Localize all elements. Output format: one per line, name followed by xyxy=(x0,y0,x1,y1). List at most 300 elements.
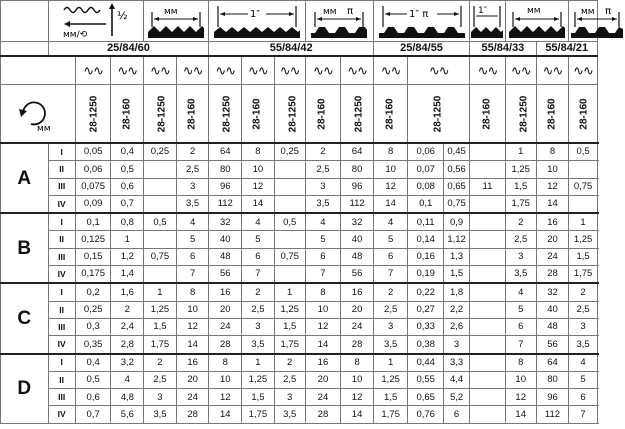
row-roman-numeral: III xyxy=(48,318,75,335)
value-cell: 1,25 xyxy=(274,301,305,318)
value-cell: 5 xyxy=(176,231,209,248)
module-thread-icon-cell-2 xyxy=(569,1,612,42)
row-roman-numeral: II xyxy=(48,161,75,178)
value-cell: 1,5 xyxy=(144,318,177,335)
value-cell xyxy=(470,283,506,301)
value-cell xyxy=(470,195,506,213)
value-cell xyxy=(470,161,506,178)
value-cell: 1,75 xyxy=(274,336,305,354)
value-cell: 6 xyxy=(444,406,470,423)
value-cell: 12 xyxy=(209,389,242,406)
value-cell: 5 xyxy=(373,231,407,248)
value-cell: 0,5 xyxy=(75,371,111,388)
value-cell xyxy=(470,389,506,406)
empty-corner-3 xyxy=(1,56,76,85)
row-roman-numeral: IV xyxy=(48,266,75,284)
value-cell: 1,25 xyxy=(242,371,275,388)
thread-wave-icon: ∿∿ xyxy=(373,56,407,85)
value-cell: 10 xyxy=(341,371,374,388)
value-cell: 24 xyxy=(536,248,569,265)
value-cell xyxy=(274,161,305,178)
thread-wave-icon: ∿∿ xyxy=(242,56,275,85)
value-cell: 1,5 xyxy=(373,389,407,406)
row-roman-numeral: I xyxy=(48,283,75,301)
value-cell: 4 xyxy=(176,213,209,231)
value-cell: 0,1 xyxy=(408,195,444,213)
value-cell xyxy=(470,318,506,335)
thread-wave-icon: ∿∿ xyxy=(111,56,144,85)
feed-wave-icon xyxy=(60,2,132,40)
value-cell: 2,5 xyxy=(144,371,177,388)
value-cell: 0,3 xyxy=(75,318,111,335)
value-cell xyxy=(470,213,506,231)
value-cell: 3 xyxy=(505,248,536,265)
value-cell: 1,25 xyxy=(505,161,536,178)
pi-label-2: π xyxy=(605,6,612,17)
value-cell: 0,75 xyxy=(274,248,305,265)
value-cell: 96 xyxy=(536,389,569,406)
value-cell xyxy=(470,336,506,354)
empty-corner xyxy=(1,1,49,42)
value-cell: 4 xyxy=(111,371,144,388)
value-cell: 14 xyxy=(505,406,536,423)
table-row xyxy=(1,143,598,161)
value-cell: 48 xyxy=(341,248,374,265)
row-roman-numeral: III xyxy=(48,248,75,265)
value-cell: 7 xyxy=(176,266,209,284)
range-label: 28-160 xyxy=(546,97,558,130)
value-cell: 3 xyxy=(242,318,275,335)
value-cell: 1,6 xyxy=(111,283,144,301)
value-cell: 0,14 xyxy=(408,231,444,248)
thread-wave-icon: ∿∿ xyxy=(75,56,111,85)
value-cell: 1 xyxy=(144,283,177,301)
table-row xyxy=(1,231,598,248)
range-label: 28-1250 xyxy=(88,95,100,132)
value-cell: 20 xyxy=(176,371,209,388)
feed-unit-label: мм/⟲ xyxy=(62,30,87,40)
module-pitch-icon-2 xyxy=(569,2,625,40)
value-cell: 0,65 xyxy=(408,389,444,406)
value-cell: 0,5 xyxy=(111,161,144,178)
thread-wave-icon: ∿∿ xyxy=(408,56,470,85)
metric-thread-icon-cell-2 xyxy=(505,1,569,42)
value-cell: 3,3 xyxy=(444,354,470,372)
value-cell: 6 xyxy=(242,248,275,265)
value-cell: 8 xyxy=(536,143,569,161)
value-cell: 7 xyxy=(242,266,275,284)
value-cell: 14 xyxy=(209,406,242,423)
table-row xyxy=(1,178,598,195)
value-cell: 1,5 xyxy=(569,248,598,265)
value-cell xyxy=(144,161,177,178)
value-cell: 4,8 xyxy=(111,389,144,406)
range-cell xyxy=(144,85,177,144)
value-cell: 1 xyxy=(373,354,407,372)
range-cell xyxy=(470,85,506,144)
value-cell: 12 xyxy=(176,318,209,335)
value-cell: 2,4 xyxy=(111,318,144,335)
mm-label-2: мм xyxy=(527,6,541,16)
value-cell: 2 xyxy=(144,354,177,372)
value-cell: 80 xyxy=(209,161,242,178)
range-label: 28-1250 xyxy=(353,95,365,132)
value-cell: 14 xyxy=(176,336,209,354)
value-cell: 24 xyxy=(209,318,242,335)
value-cell xyxy=(274,178,305,195)
group-letter: D xyxy=(1,354,49,424)
diametral-thread-icon-cell xyxy=(373,1,469,42)
value-cell xyxy=(470,248,506,265)
value-cell: 2,5 xyxy=(373,301,407,318)
value-cell: 1,25 xyxy=(144,301,177,318)
value-cell: 3 xyxy=(274,389,305,406)
value-cell: 1,25 xyxy=(373,371,407,388)
table-row xyxy=(1,318,598,335)
value-cell: 2,2 xyxy=(444,301,470,318)
thread-symbol-row xyxy=(1,56,598,85)
inch-small-label: 1″ xyxy=(478,6,488,16)
value-cell: 0,76 xyxy=(408,406,444,423)
value-cell xyxy=(274,195,305,213)
row-roman-numeral: I xyxy=(48,354,75,372)
value-cell xyxy=(470,371,506,388)
range-label: 28-1250 xyxy=(221,95,233,132)
value-cell xyxy=(470,143,506,161)
value-cell: 5 xyxy=(305,231,341,248)
metric-pitch-icon-2 xyxy=(507,2,567,40)
value-cell: 1,75 xyxy=(242,406,275,423)
value-cell: 14 xyxy=(341,406,374,423)
value-cell: 2,5 xyxy=(274,371,305,388)
value-cell: 0,06 xyxy=(408,143,444,161)
value-cell: 0,65 xyxy=(444,178,470,195)
range-cell xyxy=(569,85,598,144)
value-cell: 6 xyxy=(373,248,407,265)
value-cell: 1 xyxy=(242,354,275,372)
value-cell: 1,3 xyxy=(444,248,470,265)
table-row xyxy=(1,406,598,423)
row-roman-numeral: I xyxy=(48,213,75,231)
row-roman-numeral: II xyxy=(48,301,75,318)
value-cell: 3 xyxy=(444,336,470,354)
value-cell xyxy=(274,266,305,284)
value-cell: 6 xyxy=(176,248,209,265)
value-cell: 3,5 xyxy=(274,406,305,423)
table-row xyxy=(1,354,598,372)
row-roman-numeral: I xyxy=(48,143,75,161)
value-cell: 0,6 xyxy=(75,389,111,406)
value-cell: 12 xyxy=(373,178,407,195)
value-cell: 12 xyxy=(305,318,341,335)
table-row xyxy=(1,301,598,318)
value-cell: 2,6 xyxy=(444,318,470,335)
tpi-thread-icon-cell xyxy=(470,1,506,42)
half-mark: ½ xyxy=(116,9,128,22)
value-cell: 1,75 xyxy=(569,266,598,284)
value-cell: 1,8 xyxy=(444,283,470,301)
row-roman-numeral: II xyxy=(48,371,75,388)
value-cell: 8 xyxy=(242,143,275,161)
rotation-cell xyxy=(1,85,76,144)
thread-wave-icon: ∿∿ xyxy=(144,56,177,85)
value-cell: 14 xyxy=(242,195,275,213)
value-cell: 0,33 xyxy=(408,318,444,335)
value-cell: 1,5 xyxy=(505,178,536,195)
range-cell xyxy=(209,85,242,144)
value-cell: 3,5 xyxy=(305,195,341,213)
table-row xyxy=(1,283,598,301)
value-cell: 10 xyxy=(536,161,569,178)
thread-wave-icon: ∿∿ xyxy=(569,56,598,85)
value-cell: 0,25 xyxy=(75,301,111,318)
rotation-unit: мм xyxy=(36,123,51,134)
value-cell: 0,35 xyxy=(75,336,111,354)
value-cell: 56 xyxy=(341,266,374,284)
value-cell xyxy=(470,354,506,372)
range-cell xyxy=(408,85,470,144)
value-cell: 2,5 xyxy=(305,161,341,178)
value-cell: 2 xyxy=(176,143,209,161)
value-cell: 14 xyxy=(373,195,407,213)
value-cell: 32 xyxy=(209,213,242,231)
value-cell: 0,07 xyxy=(408,161,444,178)
value-cell: 64 xyxy=(341,143,374,161)
metric-thread-icon-cell xyxy=(144,1,209,42)
value-cell: 4,4 xyxy=(444,371,470,388)
value-cell: 16 xyxy=(209,283,242,301)
section-header: 55/84/33 xyxy=(470,42,537,57)
value-cell: 4 xyxy=(505,283,536,301)
value-cell: 1,5 xyxy=(444,266,470,284)
value-cell: 3 xyxy=(305,178,341,195)
value-cell: 0,075 xyxy=(75,178,111,195)
value-cell: 8 xyxy=(505,354,536,372)
value-cell: 0,7 xyxy=(75,406,111,423)
value-cell: 8 xyxy=(209,354,242,372)
range-cell xyxy=(505,85,536,144)
value-cell: 0,75 xyxy=(144,248,177,265)
thread-wave-icon: ∿∿ xyxy=(341,56,374,85)
value-cell: 8 xyxy=(176,283,209,301)
value-cell: 4 xyxy=(305,213,341,231)
value-cell: 56 xyxy=(209,266,242,284)
value-cell: 12 xyxy=(536,178,569,195)
value-cell: 0,55 xyxy=(408,371,444,388)
value-cell xyxy=(470,266,506,284)
value-cell: 1,2 xyxy=(111,248,144,265)
range-label: 28-160 xyxy=(316,97,328,130)
value-cell: 10 xyxy=(209,371,242,388)
value-cell xyxy=(470,301,506,318)
value-cell: 10 xyxy=(305,301,341,318)
range-label: 28-1250 xyxy=(518,95,530,132)
table-row xyxy=(1,248,598,265)
value-cell: 1,5 xyxy=(274,318,305,335)
value-cell: 28 xyxy=(341,336,374,354)
value-cell: 10 xyxy=(505,371,536,388)
table-row xyxy=(1,161,598,178)
inch-thread-icon-cell xyxy=(209,1,305,42)
range-label: 28-160 xyxy=(481,97,493,130)
thread-wave-icon: ∿∿ xyxy=(274,56,305,85)
range-cell xyxy=(176,85,209,144)
value-cell: 2,5 xyxy=(505,231,536,248)
thread-wave-icon: ∿∿ xyxy=(209,56,242,85)
value-cell: 2 xyxy=(373,283,407,301)
value-cell: 4 xyxy=(373,213,407,231)
value-cell: 0,06 xyxy=(75,161,111,178)
value-cell: 64 xyxy=(209,143,242,161)
thread-wave-icon: ∿∿ xyxy=(536,56,569,85)
value-cell: 56 xyxy=(536,336,569,354)
section-header-row xyxy=(1,42,598,57)
value-cell: 4 xyxy=(569,354,598,372)
value-cell: 3 xyxy=(373,318,407,335)
value-cell: 20 xyxy=(536,231,569,248)
empty-corner-2 xyxy=(1,42,49,57)
value-cell: 1 xyxy=(111,231,144,248)
value-cell xyxy=(274,231,305,248)
module-pitch-icon xyxy=(309,2,369,40)
diametral-pitch-icon xyxy=(377,2,467,40)
value-cell: 0,16 xyxy=(408,248,444,265)
data-body xyxy=(1,143,598,423)
row-roman-numeral: IV xyxy=(48,336,75,354)
value-cell: 10 xyxy=(176,301,209,318)
value-cell xyxy=(144,266,177,284)
value-cell: 32 xyxy=(341,213,374,231)
value-cell: 4 xyxy=(242,213,275,231)
value-cell: 16 xyxy=(341,283,374,301)
table-row xyxy=(1,213,598,231)
value-cell: 48 xyxy=(536,318,569,335)
value-cell: 12 xyxy=(341,389,374,406)
table-row xyxy=(1,266,598,284)
range-cell xyxy=(274,85,305,144)
value-cell: 24 xyxy=(176,389,209,406)
value-cell: 10 xyxy=(373,161,407,178)
range-label: 28-160 xyxy=(251,97,263,130)
mm-pi-label-2: мм xyxy=(581,7,595,17)
value-cell: 3 xyxy=(569,318,598,335)
value-cell: 64 xyxy=(536,354,569,372)
value-cell: 3,5 xyxy=(176,195,209,213)
pi-label: π xyxy=(347,6,354,17)
value-cell: 0,5 xyxy=(274,213,305,231)
value-cell: 3,5 xyxy=(373,336,407,354)
value-cell: 0,125 xyxy=(75,231,111,248)
value-cell: 3,5 xyxy=(144,406,177,423)
table-row xyxy=(1,389,598,406)
value-cell: 0,22 xyxy=(408,283,444,301)
value-cell: 1 xyxy=(505,143,536,161)
section-header: 55/84/42 xyxy=(209,42,373,57)
thread-wave-icon: ∿∿ xyxy=(505,56,536,85)
value-cell: 7 xyxy=(373,266,407,284)
value-cell: 0,175 xyxy=(75,266,111,284)
value-cell xyxy=(144,178,177,195)
range-label: 28-160 xyxy=(384,97,396,130)
value-cell: 112 xyxy=(341,195,374,213)
value-cell: 0,38 xyxy=(408,336,444,354)
value-cell: 28 xyxy=(209,336,242,354)
value-cell xyxy=(569,195,598,213)
value-cell: 5 xyxy=(505,301,536,318)
value-cell: 3,5 xyxy=(242,336,275,354)
value-cell: 0,75 xyxy=(444,195,470,213)
value-cell: 1,25 xyxy=(569,231,598,248)
value-cell xyxy=(470,406,506,423)
value-cell: 6 xyxy=(305,248,341,265)
value-cell: 2,5 xyxy=(569,301,598,318)
value-cell: 5,6 xyxy=(111,406,144,423)
value-cell: 3 xyxy=(176,178,209,195)
value-cell: 5,2 xyxy=(444,389,470,406)
range-cell xyxy=(305,85,341,144)
value-cell: 80 xyxy=(536,371,569,388)
value-cell: 0,56 xyxy=(444,161,470,178)
range-cell xyxy=(75,85,111,144)
row-roman-numeral: II xyxy=(48,231,75,248)
value-cell: 5 xyxy=(569,371,598,388)
value-cell: 1 xyxy=(274,283,305,301)
feed-direction-cell xyxy=(48,1,144,42)
module-thread-icon-cell xyxy=(305,1,373,42)
value-cell: 7 xyxy=(505,336,536,354)
value-cell: 0,45 xyxy=(444,143,470,161)
value-cell: 2 xyxy=(242,283,275,301)
inch-pitch-icon xyxy=(212,2,302,40)
value-cell: 0,05 xyxy=(75,143,111,161)
value-cell: 16 xyxy=(176,354,209,372)
value-cell: 2 xyxy=(274,354,305,372)
value-cell: 0,7 xyxy=(111,195,144,213)
value-cell: 40 xyxy=(536,301,569,318)
range-label: 28-1250 xyxy=(156,95,168,132)
table-row xyxy=(1,336,598,354)
value-cell: 12 xyxy=(505,389,536,406)
row-roman-numeral: IV xyxy=(48,195,75,213)
section-header: 25/84/60 xyxy=(48,42,209,57)
value-cell: 96 xyxy=(341,178,374,195)
range-cell xyxy=(242,85,275,144)
inch-pi-label: 1″ π xyxy=(408,9,428,20)
value-cell: 11 xyxy=(470,178,506,195)
value-cell: 14 xyxy=(305,336,341,354)
value-cell: 6 xyxy=(505,318,536,335)
value-cell: 8 xyxy=(341,354,374,372)
rotation-icon xyxy=(13,91,63,137)
group-letter: A xyxy=(1,143,49,213)
section-header: 25/84/55 xyxy=(373,42,469,57)
value-cell: 80 xyxy=(341,161,374,178)
section-header: 55/84/21 xyxy=(536,42,597,57)
value-cell: 40 xyxy=(341,231,374,248)
thread-wave-icon: ∿∿ xyxy=(176,56,209,85)
inch-small-icon xyxy=(470,2,504,40)
table-row xyxy=(1,371,598,388)
value-cell: 12 xyxy=(242,178,275,195)
value-cell: 112 xyxy=(536,406,569,423)
value-cell: 2,5 xyxy=(242,301,275,318)
value-cell: 0,15 xyxy=(75,248,111,265)
value-cell: 16 xyxy=(305,354,341,372)
value-cell: 96 xyxy=(209,178,242,195)
value-cell: 8 xyxy=(373,143,407,161)
value-cell: 48 xyxy=(209,248,242,265)
value-cell: 112 xyxy=(209,195,242,213)
